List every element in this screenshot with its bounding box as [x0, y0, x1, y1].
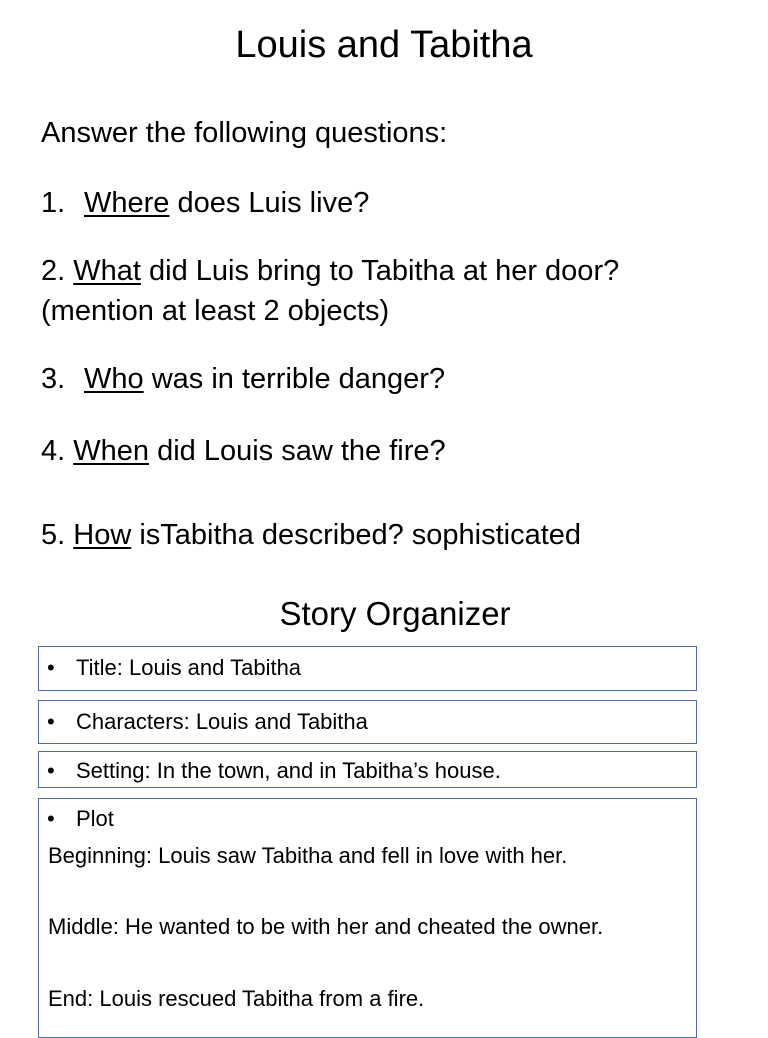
plot-middle: Middle: He wanted to be with her and cheated the owner.	[48, 914, 604, 939]
bullet-icon: •	[47, 806, 55, 831]
question-number: 5.	[41, 519, 66, 551]
organizer-title-box	[38, 646, 697, 691]
question-keyword: When	[73, 435, 150, 467]
organizer-title-text: Title: Louis and Tabitha	[76, 655, 302, 680]
plot-beginning: Beginning: Louis saw Tabitha and fell in love with her.	[48, 843, 568, 868]
question-text: does Luis live?	[169, 187, 370, 219]
question-text: was in terrible danger?	[143, 363, 446, 395]
instructions-text: Answer the following questions:	[41, 117, 448, 149]
page-title: Louis and Tabitha	[235, 24, 533, 66]
question-4	[41, 431, 446, 471]
organizer-setting-text: Setting: In the town, and in Tabitha’s house.	[76, 758, 501, 783]
organizer-characters-text: Characters: Louis and Tabitha	[76, 709, 368, 734]
question-number: 3.	[41, 363, 66, 395]
question-5	[41, 515, 581, 555]
question-text: did Luis bring to Tabitha at her door?	[140, 255, 620, 287]
organizer-characters-box	[38, 700, 697, 744]
question-keyword: How	[73, 519, 132, 551]
bullet-icon: •	[47, 655, 55, 680]
plot-end: End: Louis rescued Tabitha from a fire.	[48, 986, 425, 1011]
question-number: 2.	[41, 255, 66, 287]
bullet-icon: •	[47, 758, 55, 783]
organizer-setting-box	[38, 751, 697, 788]
question-1	[41, 183, 369, 223]
question-number: 1.	[41, 187, 66, 219]
organizer-plot-label: Plot	[76, 806, 114, 831]
question-keyword: Who	[84, 363, 144, 395]
question-text: did Louis saw the fire?	[149, 435, 446, 467]
question-number: 4.	[41, 435, 66, 467]
story-organizer-heading: Story Organizer	[279, 595, 511, 632]
bullet-icon: •	[47, 709, 55, 734]
question-2	[41, 251, 619, 331]
question-note: (mention at least 2 objects)	[41, 295, 390, 327]
organizer-plot-box	[38, 798, 697, 1038]
question-3	[41, 359, 445, 399]
question-text: isTabitha described? sophisticated	[131, 519, 582, 551]
question-keyword: What	[73, 255, 141, 287]
question-keyword: Where	[84, 187, 170, 219]
